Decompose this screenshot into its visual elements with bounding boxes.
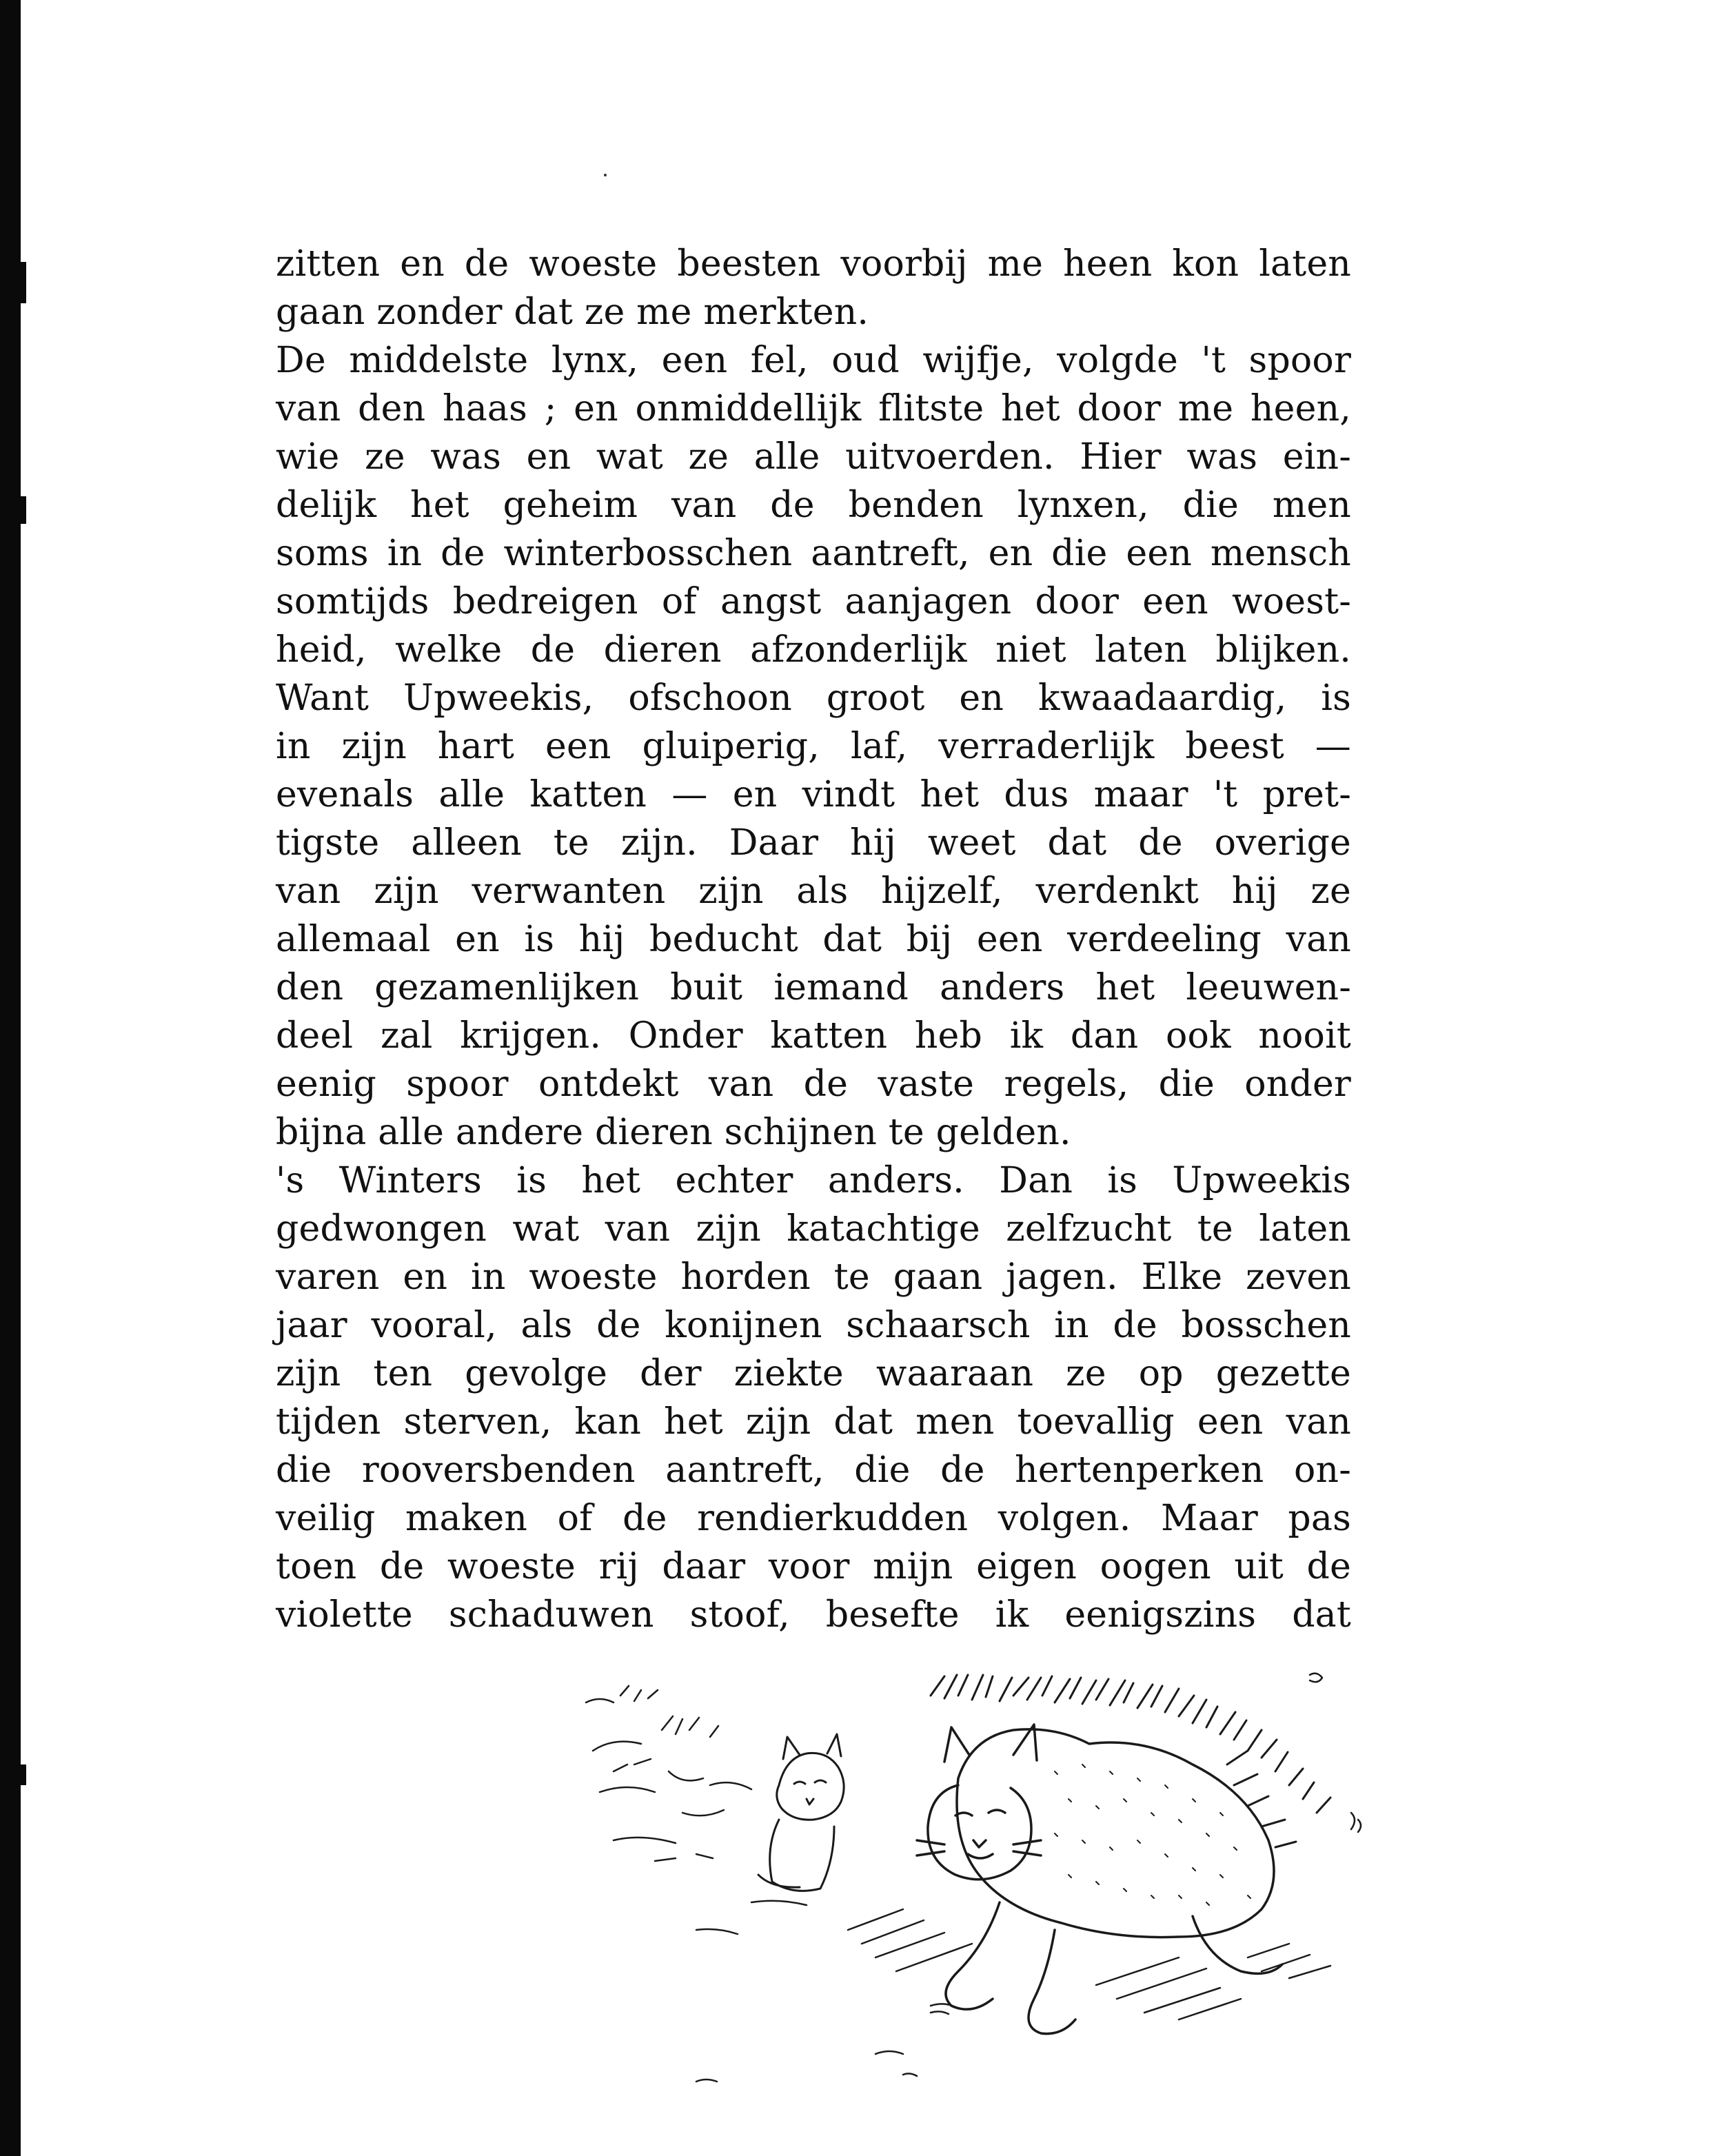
text-line: in zijn hart een gluiperig, laf, verraderlijk beest — [276,726,1351,767]
text-line: tigste alleen te zijn. Daar hij weet dat de overige [276,822,1351,864]
text-line: bijna alle andere dieren schijnen te gelden. [276,1112,1071,1153]
binding-notch [21,496,26,524]
binding-notch [21,262,26,303]
text-line: Want Upweekis, ofschoon groot en kwaadaardig, is [276,678,1351,719]
small-lynx [758,1734,844,1891]
text-line: deel zal krijgen. Onder katten heb ik dan ook nooit [276,1015,1351,1057]
text-line: allemaal en is hij beducht dat bij een verdeeling van [276,919,1351,960]
text-line: jaar vooral, als de konijnen schaarsch in de bosschen [276,1305,1351,1346]
lynx-in-snow-illustration [572,1668,1379,2095]
text-line: De middelste lynx, een fel, oud wijfje, volgde 't spoor [276,340,1351,381]
text-line: tijden sterven, kan het zijn dat men toevallig een van [276,1401,1351,1443]
text-line: van zijn verwanten zijn als hijzelf, verdenkt hij ze [276,871,1351,912]
text-line: wie ze was en wat ze alle uitvoerden. Hier was ein- [276,436,1351,478]
text-line: soms in de winterbosschen aantreft, en die een mensch [276,533,1351,574]
binding-notch [21,1765,26,1785]
text-line: heid, welke de dieren afzonderlijk niet laten blijken. [276,629,1351,671]
ground-hatching [696,1901,1330,2020]
page-text [276,240,1351,1639]
text-line: delijk het geheim van de benden lynxen, die men [276,485,1351,526]
text-line: varen en in woeste horden te gaan jagen. Elke zeven [276,1257,1351,1298]
text-line: die rooversbenden aantreft, die de hertenperken on- [276,1450,1351,1491]
text-line: 's Winters is het echter anders. Dan is Upweekis [276,1160,1351,1201]
text-line: somtijds bedreigen of angst aanjagen door een woest- [276,581,1351,622]
fur-stipple [1055,1765,1251,1905]
binding-edge [0,0,21,2156]
text-line: gedwongen wat van zijn katachtige zelfzucht te laten [276,1208,1351,1250]
text-line: violette schaduwen stoof, besefte ik eenigszins dat [276,1594,1351,1636]
brush-strokes [931,1675,1330,1847]
text-line: zitten en de woeste beesten voorbij me heen kon laten [276,243,1351,285]
text-line: van den haas ; en onmiddellijk flitste het door me heen, [276,388,1351,429]
text-line: evenals alle katten — en vindt het dus maar 't pret- [276,774,1351,815]
text-line: den gezamenlijken buit iemand anders het leeuwen- [276,967,1351,1008]
text-line: zijn ten gevolge der ziekte waaraan ze op gezette [276,1353,1351,1394]
main-lynx [917,1725,1282,2034]
text-line: gaan zonder dat ze me merkten. [276,292,869,333]
twig-strokes [586,1686,751,1861]
stray-dot [604,174,607,176]
text-line: eenig spoor ontdekt van de vaste regels, die onder [276,1064,1351,1105]
text-line: veilig maken of de rendierkudden volgen. Maar pas [276,1498,1351,1539]
text-line: toen de woeste rij daar voor mijn eigen oogen uit de [276,1546,1351,1587]
